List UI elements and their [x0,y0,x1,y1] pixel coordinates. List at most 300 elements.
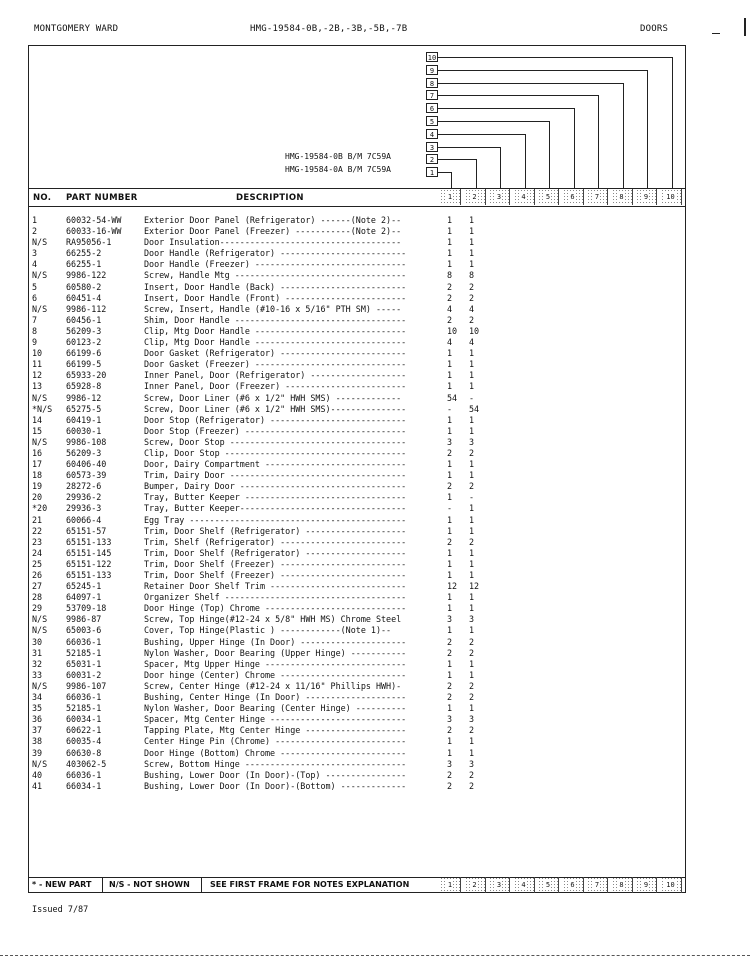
qty-model-1: 2 [447,692,453,703]
qty-model-2: 2 [469,647,475,658]
item-number: N/S [32,392,48,403]
part-description: Door Hinge (Top) Chrome ---------------------------- [144,603,407,614]
bom-line-2: HMG-19584-0A B/M 7C59A [285,165,391,174]
part-description: Center Hinge Pin (Chrome) -------------------------- [144,736,407,747]
table-row [28,315,686,326]
table-row [28,703,686,714]
table-row [28,625,686,636]
qty-model-2: 1 [469,459,475,470]
col-desc-header: DESCRIPTION [236,193,304,203]
qty-model-2: 2 [469,769,475,780]
qty-model-1: 1 [447,237,453,248]
table-row [28,226,686,237]
table-row [28,293,686,304]
item-number: 15 [32,425,43,436]
leader-line [598,95,599,188]
qty-model-2: 2 [469,481,475,492]
leader-line [438,57,672,58]
part-number: 60123-2 [66,337,102,348]
part-description: Insert, Door Handle (Back) ------------------------- [144,281,407,292]
item-number: 40 [32,769,43,780]
item-number: 24 [32,547,43,558]
qty-model-1: 1 [447,592,453,603]
item-number: 27 [32,581,43,592]
table-row [28,459,686,470]
qty-model-2: 1 [469,570,475,580]
table-row [28,359,686,370]
qty-model-1: 2 [447,314,453,325]
table-row [28,736,686,747]
part-description: Nylon Washer, Door Bearing (Upper Hinge) ----------- [144,647,407,658]
part-description: Tapping Plate, Mtg Center Hinge -------------------- [144,725,407,736]
item-number: 33 [32,669,43,680]
qty-model-1: 1 [447,703,453,714]
part-number: 60419-1 [66,414,102,425]
item-number: 2 [32,226,38,237]
qty-model-2: 1 [469,525,475,536]
part-description: Door Stop (Freezer) -------------------------------- [144,425,407,436]
part-description: Insert, Door Handle (Front) ------------------------ [144,292,407,303]
qty-model-2: 1 [469,592,475,603]
qty-model-1: 2 [447,281,453,292]
part-description: Door Stop (Refrigerator) --------------------------- [144,414,407,425]
qty-model-1: 1 [447,348,453,359]
part-description: Spacer, Mtg Center Hinge --------------------------- [144,714,407,725]
part-number: 66036-1 [66,769,102,780]
qty-model-1: 2 [447,647,453,658]
model-marker-4: 4 [426,129,438,139]
item-number: 13 [32,381,43,392]
qty-model-1: 1 [447,215,453,225]
qty-model-1: - [447,403,453,414]
qty-model-1: 1 [447,525,453,536]
model-marker-8: 8 [426,78,438,88]
item-number: 22 [32,525,43,536]
qty-model-2: 2 [469,725,475,736]
qty-model-1: 2 [447,725,453,736]
footer-separator [102,877,103,893]
qty-model-2: 1 [469,514,475,525]
part-description: Bumper, Dairy Door --------------------------------- [144,481,407,492]
table-row [28,603,686,614]
part-description: Inner Panel, Door (Refrigerator) ------------------- [144,370,407,381]
model-marker-9: 9 [426,65,438,75]
table-row [28,592,686,603]
part-number: 53709-18 [66,603,107,614]
leader-line [438,108,574,109]
qty-model-2: 1 [469,259,475,270]
qty-model-1: 1 [447,747,453,758]
part-number: 65003-6 [66,625,102,636]
issued-date: Issued 7/87 [32,905,89,915]
qty-model-2: 1 [469,625,475,636]
part-description: Clip, Door Stop ------------------------------------ [144,447,407,458]
part-description: Door hinge (Center) Chrome ------------------------- [144,669,407,680]
qty-model-1: 2 [447,447,453,458]
part-description: Retainer Door Shelf Trim --------------------------- [144,581,407,592]
bom-line-1: HMG-19584-0B B/M 7C59A [285,152,391,161]
item-number: *N/S [32,403,53,414]
item-number: 8 [32,325,38,336]
model-column-5: 5 [538,877,559,893]
col-no-header: NO. [33,193,52,203]
leader-line [549,121,550,188]
qty-model-1: 1 [447,381,453,392]
part-description: Screw, Door Liner (#6 x 1/2" HWH SMS)--------------- [144,403,407,414]
col-part-header: PART NUMBER [66,193,138,203]
part-description: Bushing, Lower Door (In Door)-(Top) ---------------- [144,769,407,780]
model-column-10: 10 [661,189,682,205]
qty-model-1: 3 [447,758,453,769]
qty-model-2: 1 [469,658,475,669]
part-description: Clip, Mtg Door Handle ------------------------------ [144,337,407,348]
model-marker-3: 3 [426,142,438,152]
leader-line [438,147,500,148]
qty-model-1: - [447,503,453,514]
model-column-2: 2 [465,189,486,205]
table-row [28,526,686,537]
part-description: Door Gasket (Refrigerator) ------------------------- [144,348,407,359]
model-marker-7: 7 [426,90,438,100]
part-number: 60573-39 [66,470,107,481]
part-number: 66036-1 [66,692,102,703]
part-number: 29936-2 [66,492,102,503]
qty-model-2: 1 [469,547,475,558]
edge-dash [712,33,720,34]
qty-model-2: 2 [469,314,475,325]
model-column-9: 9 [636,189,657,205]
qty-model-2: 1 [469,359,475,370]
table-row [28,770,686,781]
parts-table [28,215,686,792]
part-number: 60032-54-WW [66,215,122,225]
part-description: Screw, Top Hinge(#12-24 x 5/8" HWH MS) Chrome Steel [144,614,402,625]
qty-model-2: 2 [469,636,475,647]
part-number: 9986-122 [66,270,107,281]
qty-model-2: 10 [469,325,480,336]
qty-model-1: 2 [447,536,453,547]
part-description: Shim, Door Handle ---------------------------------- [144,314,407,325]
table-row [28,503,686,514]
model-column-7: 7 [587,189,608,205]
part-description: Trim, Door Shelf (Freezer) ------------------------- [144,570,407,580]
part-number: 60406-40 [66,459,107,470]
table-row [28,470,686,481]
page-cut-line [0,955,750,956]
part-number: 66255-2 [66,248,102,259]
part-number: 28272-6 [66,481,102,492]
qty-model-1: 54 [447,392,458,403]
qty-model-1: 1 [447,259,453,270]
part-description: Tray, Butter Keeper -------------------------------- [144,492,407,503]
part-number: 66199-6 [66,348,102,359]
qty-model-2: 12 [469,581,480,592]
table-row [28,548,686,559]
item-number: N/S [32,436,48,447]
model-column-6: 6 [563,877,584,893]
table-row [28,248,686,259]
model-column-8: 8 [612,877,633,893]
qty-model-1: 1 [447,558,453,569]
leader-line [574,108,575,188]
leader-line [438,172,451,173]
footer-separator [201,877,202,893]
part-description: Door Handle (Freezer) ------------------------------ [144,259,407,270]
table-row [28,270,686,281]
part-number: 60580-2 [66,281,102,292]
part-description: Screw, Handle Mtg ---------------------------------- [144,270,407,281]
qty-model-2: 4 [469,303,475,314]
table-row [28,670,686,681]
model-column-7: 7 [587,877,608,893]
part-number: 65933-20 [66,370,107,381]
header-rule-bottom [28,206,686,207]
item-number: N/S [32,758,48,769]
qty-model-1: 1 [447,603,453,614]
item-number: 31 [32,647,43,658]
qty-model-2: 3 [469,714,475,725]
item-number: N/S [32,680,48,691]
qty-model-1: 1 [447,625,453,636]
part-description: Exterior Door Panel (Freezer) -----------(Note 2)-- [144,226,402,237]
leader-line [476,159,477,188]
table-row [28,393,686,404]
item-number: *20 [32,503,48,514]
part-number: 9986-12 [66,392,102,403]
table-row [28,714,686,725]
qty-model-2: 2 [469,692,475,703]
item-number: 18 [32,470,43,481]
qty-model-2: 3 [469,614,475,625]
part-description: Organizer Shelf ------------------------------------ [144,592,407,603]
qty-model-2: 1 [469,215,475,225]
part-number: 65151-133 [66,536,112,547]
part-number: 403062-5 [66,758,107,769]
item-number: 11 [32,359,43,370]
table-row [28,348,686,359]
part-description: Trim, Door Shelf (Freezer) ------------------------- [144,558,407,569]
qty-model-2: 2 [469,292,475,303]
model-column-5: 5 [538,189,559,205]
qty-model-1: 4 [447,303,453,314]
model-column-10: 10 [661,877,682,893]
part-number: 60034-1 [66,714,102,725]
qty-model-2: 2 [469,536,475,547]
brand-name: MONTGOMERY WARD [34,24,119,34]
item-number: 29 [32,603,43,614]
legend-not-shown: N/S - NOT SHOWN [109,880,190,889]
qty-model-2: 1 [469,226,475,237]
item-number: 28 [32,592,43,603]
qty-model-1: 1 [447,414,453,425]
part-description: Cover, Top Hinge(Plastic ) ------------(Note 1)-- [144,625,392,636]
item-number: 12 [32,370,43,381]
part-description: Tray, Butter Keeper--------------------------------- [144,503,407,514]
part-number: 66036-1 [66,636,102,647]
leader-line [500,147,501,188]
table-row [28,326,686,337]
edge-mark [744,18,746,36]
qty-model-2: 2 [469,680,475,691]
qty-model-1: 1 [447,459,453,470]
model-column-2: 2 [465,877,486,893]
qty-model-1: 1 [447,359,453,370]
leader-line [438,134,525,135]
part-description: Door Hinge (Bottom) Chrome ------------------------- [144,747,407,758]
qty-model-1: 2 [447,481,453,492]
table-row [28,370,686,381]
leader-line [438,121,549,122]
table-row [28,581,686,592]
item-number: 41 [32,780,43,791]
table-row [28,559,686,570]
qty-model-2: 1 [469,425,475,436]
item-number: 30 [32,636,43,647]
qty-model-2: 1 [469,747,475,758]
part-number: 52185-1 [66,703,102,714]
leader-line [438,159,476,160]
qty-model-1: 2 [447,292,453,303]
table-row [28,692,686,703]
table-row [28,448,686,459]
part-number: 65151-145 [66,547,112,558]
model-column-4: 4 [514,189,535,205]
table-row [28,637,686,648]
part-description: Screw, Door Stop ----------------------------------- [144,436,407,447]
qty-model-2: 2 [469,780,475,791]
qty-model-1: 3 [447,614,453,625]
table-row [28,337,686,348]
part-description: Inner Panel, Door (Freezer) ------------------------ [144,381,407,392]
part-number: 65031-1 [66,658,102,669]
table-row [28,215,686,226]
qty-model-2: 1 [469,414,475,425]
qty-model-2: 4 [469,337,475,348]
legend-new-part: * - NEW PART [32,880,92,889]
model-column-8: 8 [612,189,633,205]
qty-model-2: 8 [469,270,475,281]
part-description: Spacer, Mtg Upper Hinge ---------------------------- [144,658,407,669]
model-column-9: 9 [636,877,657,893]
leader-line [525,134,526,188]
part-description: Bushing, Upper Hinge (In Door) --------------------- [144,636,407,647]
qty-model-1: 10 [447,325,458,336]
qty-model-1: 2 [447,680,453,691]
part-description: Bushing, Lower Door (In Door)-(Bottom) ------------- [144,780,407,791]
part-number: 9986-112 [66,303,107,314]
model-numbers: HMG-19584-0B,-2B,-3B,-5B,-7B [250,24,408,34]
qty-model-2: 1 [469,237,475,248]
part-number: 65245-1 [66,581,102,592]
qty-model-2: 1 [469,248,475,259]
item-number: 7 [32,314,38,325]
table-row [28,725,686,736]
item-number: 26 [32,570,43,580]
qty-model-1: 2 [447,769,453,780]
model-marker-1: 1 [426,167,438,177]
part-number: 60066-4 [66,514,102,525]
part-description: Trim, Shelf (Refrigerator) ------------------------- [144,536,407,547]
table-row [28,681,686,692]
part-number: 9986-107 [66,680,107,691]
qty-model-2: 2 [469,447,475,458]
part-number: 65151-133 [66,570,112,580]
part-number: 9986-108 [66,436,107,447]
model-marker-5: 5 [426,116,438,126]
part-number: 60456-1 [66,314,102,325]
item-number: 16 [32,447,43,458]
table-row [28,404,686,415]
part-number: 60622-1 [66,725,102,736]
part-number: 56209-3 [66,447,102,458]
model-marker-2: 2 [426,154,438,164]
leader-line [672,57,673,188]
table-row [28,659,686,670]
part-description: Screw, Bottom Hinge -------------------------------- [144,758,407,769]
qty-model-2: 1 [469,669,475,680]
qty-model-2: 1 [469,558,475,569]
item-number: 6 [32,292,38,303]
item-number: N/S [32,303,48,314]
qty-model-1: 3 [447,714,453,725]
table-row [28,426,686,437]
notes-reference: SEE FIRST FRAME FOR NOTES EXPLANATION [210,880,410,889]
model-column-1: 1 [440,877,461,893]
item-number: 9 [32,337,38,348]
table-row [28,748,686,759]
part-number: 65275-5 [66,403,102,414]
leader-line [438,95,598,96]
item-number: N/S [32,270,48,281]
table-row [28,282,686,293]
item-number: 10 [32,348,43,359]
qty-model-2: - [469,392,475,403]
qty-model-1: 2 [447,636,453,647]
qty-model-2: 54 [469,403,480,414]
part-description: Exterior Door Panel (Refrigerator) ------(Note 2)-- [144,215,402,225]
part-description: Bushing, Center Hinge (In Door) -------------------- [144,692,407,703]
leader-line [438,70,647,71]
item-number: 35 [32,703,43,714]
item-number: 1 [32,215,38,225]
table-row [28,781,686,792]
leader-line [451,172,452,188]
table-row [28,614,686,625]
item-number: 25 [32,558,43,569]
part-description: Door, Dairy Compartment ---------------------------- [144,459,407,470]
item-number: N/S [32,625,48,636]
part-description: Clip, Mtg Door Handle ------------------------------ [144,325,407,336]
item-number: 4 [32,259,38,270]
qty-model-2: 1 [469,703,475,714]
leader-line [647,70,648,188]
qty-model-1: 12 [447,581,458,592]
qty-model-1: 8 [447,270,453,281]
qty-model-1: 1 [447,570,453,580]
section-title: DOORS [640,24,669,34]
item-number: 3 [32,248,38,259]
table-row [28,570,686,581]
part-description: Door Handle (Refrigerator) ------------------------- [144,248,407,259]
item-number: 19 [32,481,43,492]
table-row [28,648,686,659]
qty-model-2: 1 [469,736,475,747]
qty-model-1: 1 [447,736,453,747]
item-number: 37 [32,725,43,736]
qty-model-2: 1 [469,370,475,381]
qty-model-1: 1 [447,669,453,680]
table-row [28,481,686,492]
